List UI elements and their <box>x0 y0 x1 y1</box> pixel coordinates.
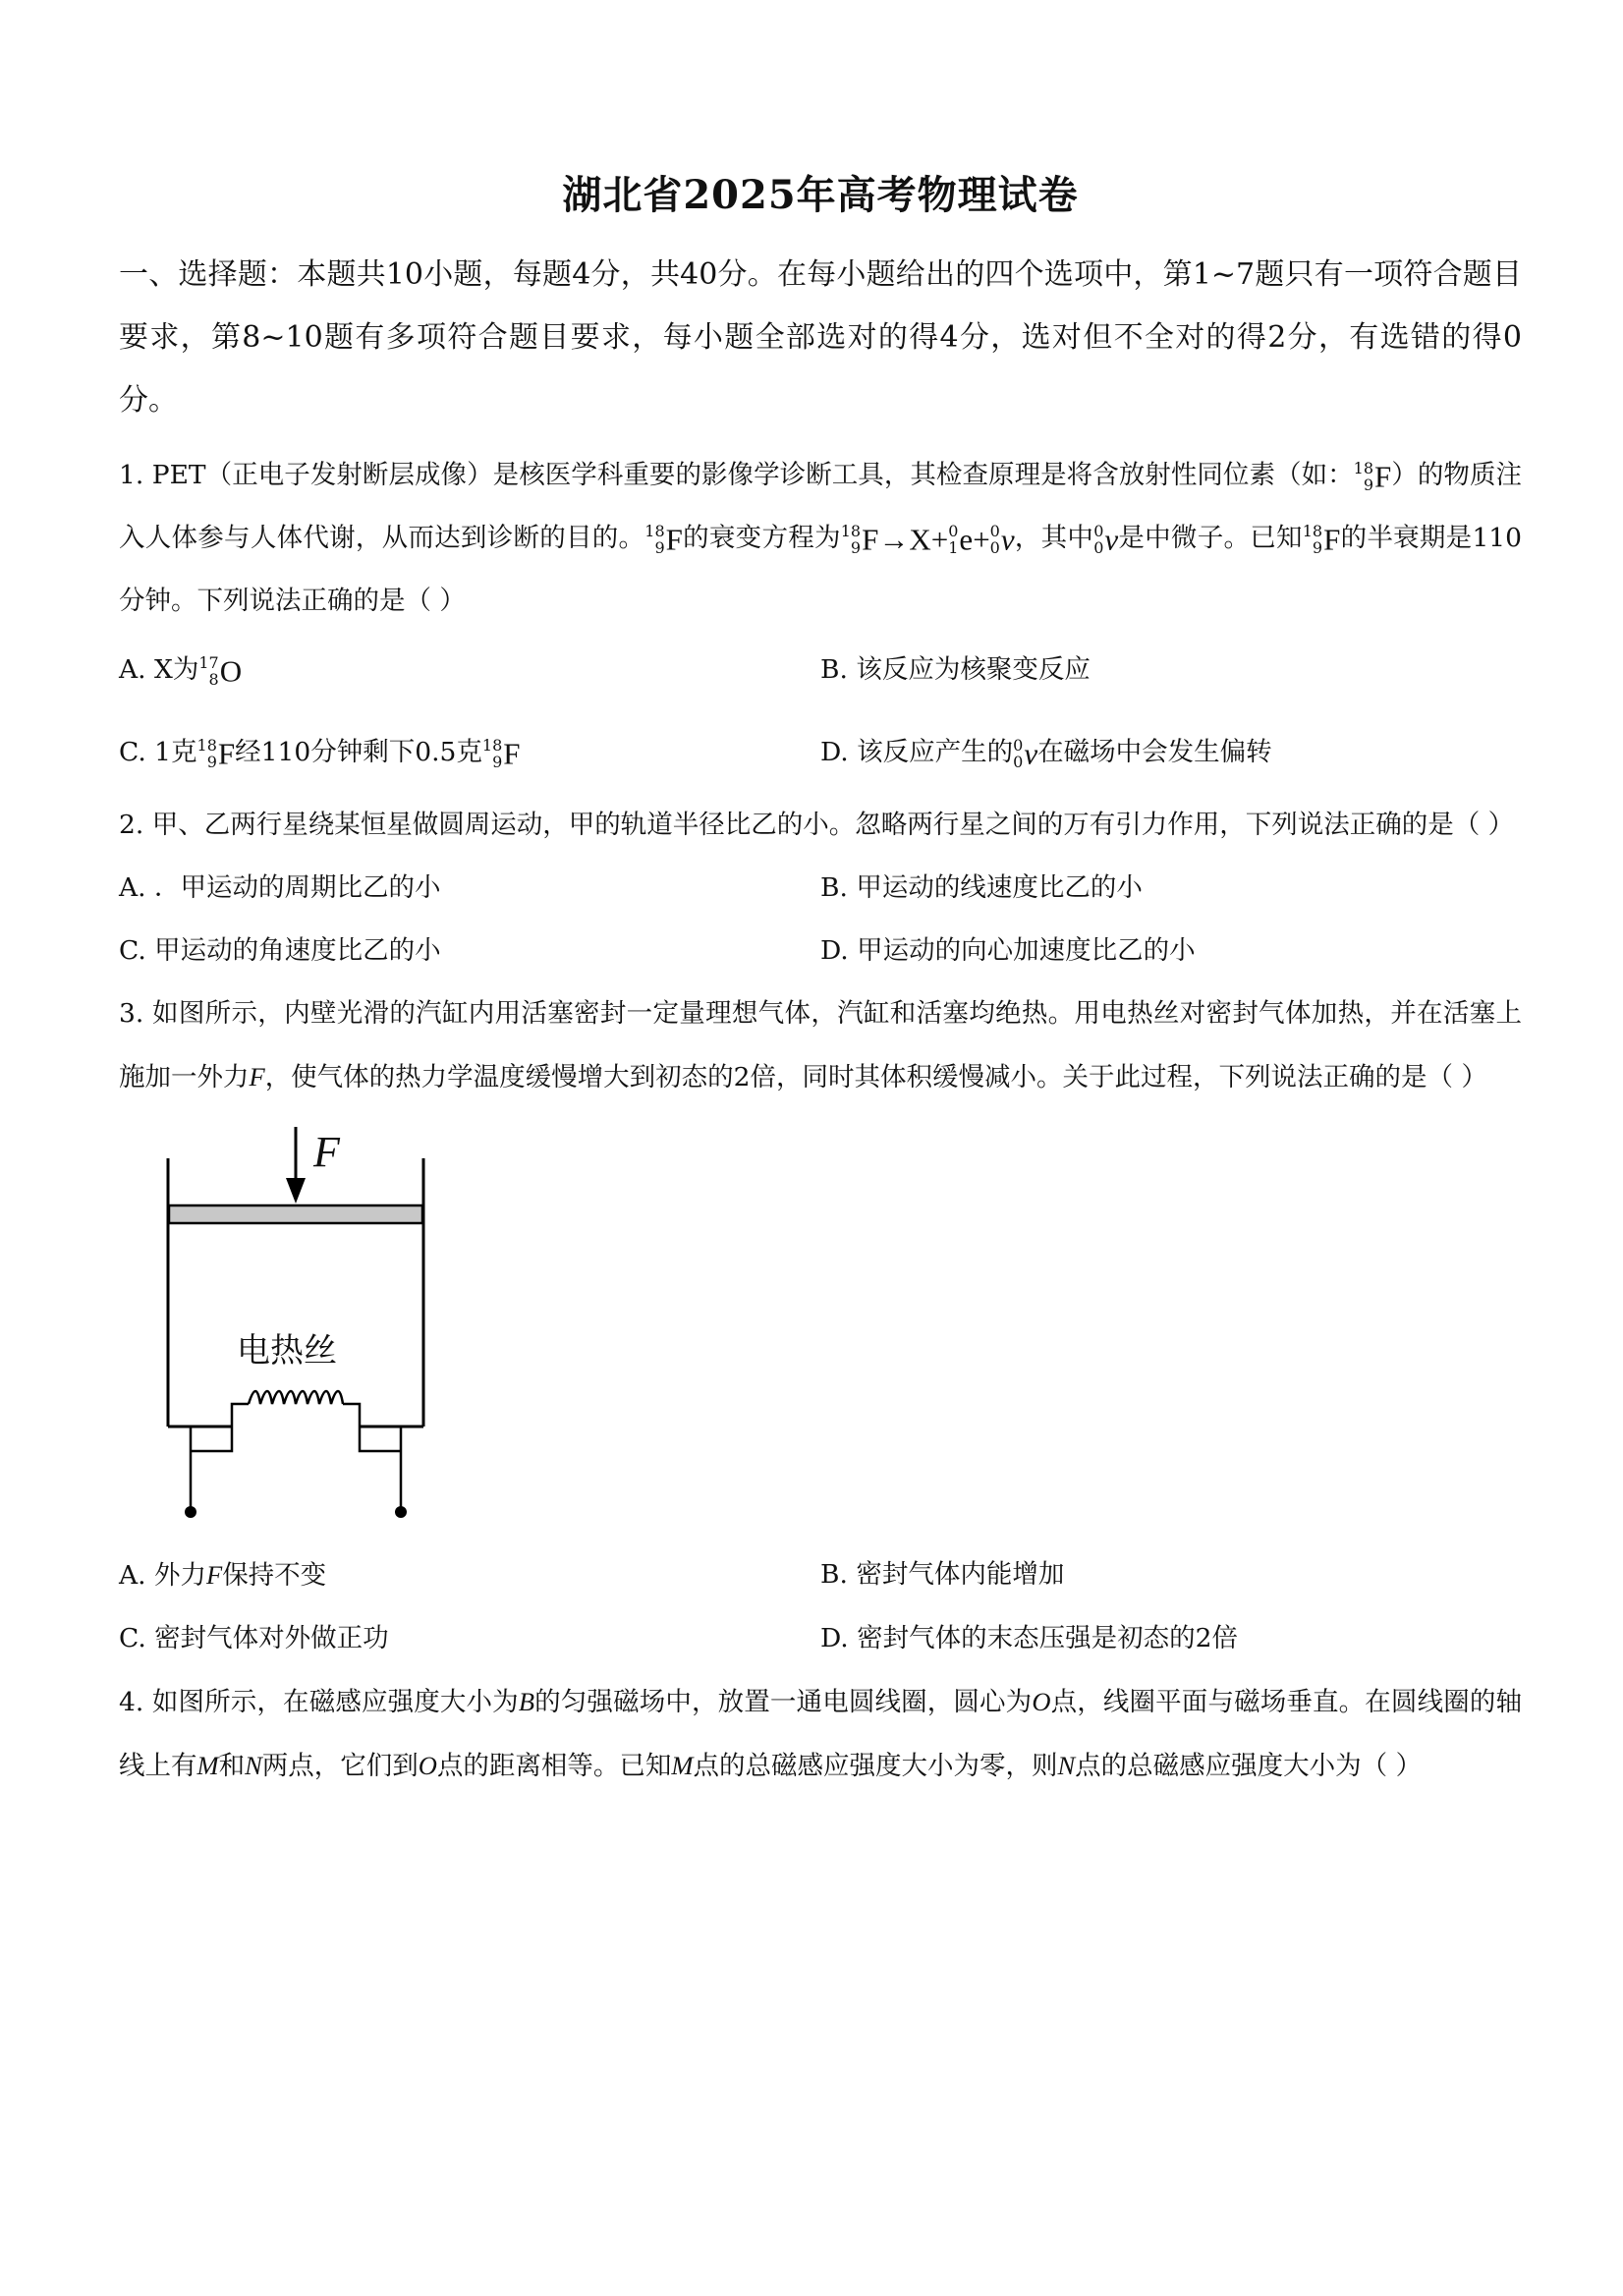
q1-text-3: 的衰变方程为 <box>682 523 841 553</box>
q1-text-4: ，其中 <box>1014 523 1094 553</box>
heating-coil <box>249 1391 343 1404</box>
q2-options-row-1 <box>119 857 1522 920</box>
q2-option-c[interactable]: C. 甲运动的角速度比乙的小 <box>119 935 441 966</box>
question-4-stem: 4. 如图所示，在磁感应强度大小为B的匀强磁场中，放置一通电圆线圈，圆心为O点，线圈平面与磁场垂直。在圆线圈的轴线上有M和N两点，它们到O点的距离相等。已知M点的总磁感应强度大小为零，则N点的总磁感应强度大小为（ ） <box>119 1687 1522 1781</box>
force-arrow-head <box>286 1178 306 1204</box>
nuclide-o17: 17 8 O <box>198 653 243 689</box>
q1-options-row-2 <box>119 721 1522 784</box>
question-2-stem: 2. 甲、乙两行星绕某恒星做圆周运动，甲的轨道半径比乙的小。忽略两行星之间的万有引力作用，下列说法正确的是（ ） <box>119 810 1515 840</box>
q3-option-b[interactable]: B. 密封气体内能增加 <box>820 1559 1065 1590</box>
wire-left-lead <box>232 1404 249 1427</box>
wire-right-lead <box>343 1404 360 1427</box>
nuclide-f18: 18 9 F <box>196 736 236 771</box>
q1-options-row-1 <box>119 639 1522 701</box>
exam-page <box>119 167 1522 1798</box>
q1-option-a[interactable]: A. X为 17 8 O <box>119 653 243 689</box>
section-instructions: 一、选择题：本题共10小题，每题4分，共40分。在每小题给出的四个选项中，第1~7题只有一项符合题目要求，第8~10题有多项符合题目要求，每小题全部选对的得4分，选对但不全对的得2分，有选错的得0分。 <box>119 257 1522 418</box>
terminal-right-wire <box>360 1427 401 1451</box>
q2-option-b[interactable]: B. 甲运动的线速度比乙的小 <box>820 872 1143 903</box>
q3-option-a[interactable]: A. 外力F保持不变 <box>119 1560 327 1591</box>
nuclide-f18: 18 9 F <box>481 736 521 771</box>
terminal-left-wire <box>191 1427 232 1451</box>
q3-options-row-1 <box>119 1543 1522 1607</box>
q3-option-c[interactable]: C. 密封气体对外做正功 <box>119 1623 389 1653</box>
neutrino-symbol: 0 0 ν <box>1013 736 1038 771</box>
q1-option-b[interactable]: B. 该反应为核聚变反应 <box>820 654 1091 685</box>
q2-option-d[interactable]: D. 甲运动的向心加速度比乙的小 <box>820 935 1196 966</box>
q2-option-a[interactable]: A. ．甲运动的周期比乙的小 <box>119 872 441 903</box>
question-1-stem <box>119 444 1522 633</box>
terminal-left <box>185 1506 196 1518</box>
q3-option-d[interactable]: D. 密封气体的末态压强是初态的2倍 <box>820 1623 1239 1653</box>
q1-text-1-end: ） <box>1391 460 1418 490</box>
q2-options-row-2 <box>119 920 1522 982</box>
piston <box>169 1205 422 1223</box>
q3-options-row-2 <box>119 1607 1522 1670</box>
force-label: F <box>313 1128 340 1176</box>
decay-equation: 18 9 F→X+ 0 1 e+ 0 0 ν <box>840 522 1015 557</box>
cylinder-figure <box>139 1127 453 1540</box>
q1-text-6: 的半衰期是110分钟。下列说法正确的是（ ） <box>119 523 1523 616</box>
q1-text-5: 是中微子。已知 <box>1118 523 1303 553</box>
terminal-right <box>395 1506 407 1518</box>
q1-text-2: 的物质注入人体参与人体代谢，从而达到诊断的目的。 <box>119 460 1523 553</box>
nuclide-f18: 18 9 F <box>644 522 683 557</box>
exam-title: 湖北省2025年高考物理试卷 <box>562 172 1079 218</box>
heating-wire-label: 电热丝 <box>237 1331 337 1371</box>
question-3-stem: 3. 如图所示，内壁光滑的汽缸内用活塞密封一定量理想气体，汽缸和活塞均绝热。用电热丝对密封气体加热，并在活塞上施加一外力F，使气体的热力学温度缓慢增大到初态的2倍，同时其体积缓慢减小。关于此过程，下列说法正确的是（ ） <box>119 998 1522 1092</box>
neutrino-symbol: 0 0 ν <box>1093 522 1119 557</box>
nuclide-f18: 18 9 F <box>1302 522 1341 557</box>
q1-option-d[interactable]: D. 该反应产生的 0 0 ν在磁场中会发生偏转 <box>820 736 1272 771</box>
q1-text-1: 1. PET（正电子发射断层成像）是核医学科重要的影像学诊断工具，其检查原理是将含放射性同位素（如： <box>119 460 1354 490</box>
q1-option-c[interactable]: C. 1克 18 9 F经110分钟剩下0.5克 18 9 F <box>119 736 521 771</box>
nuclide-f18: 18 9 F <box>1353 459 1392 494</box>
